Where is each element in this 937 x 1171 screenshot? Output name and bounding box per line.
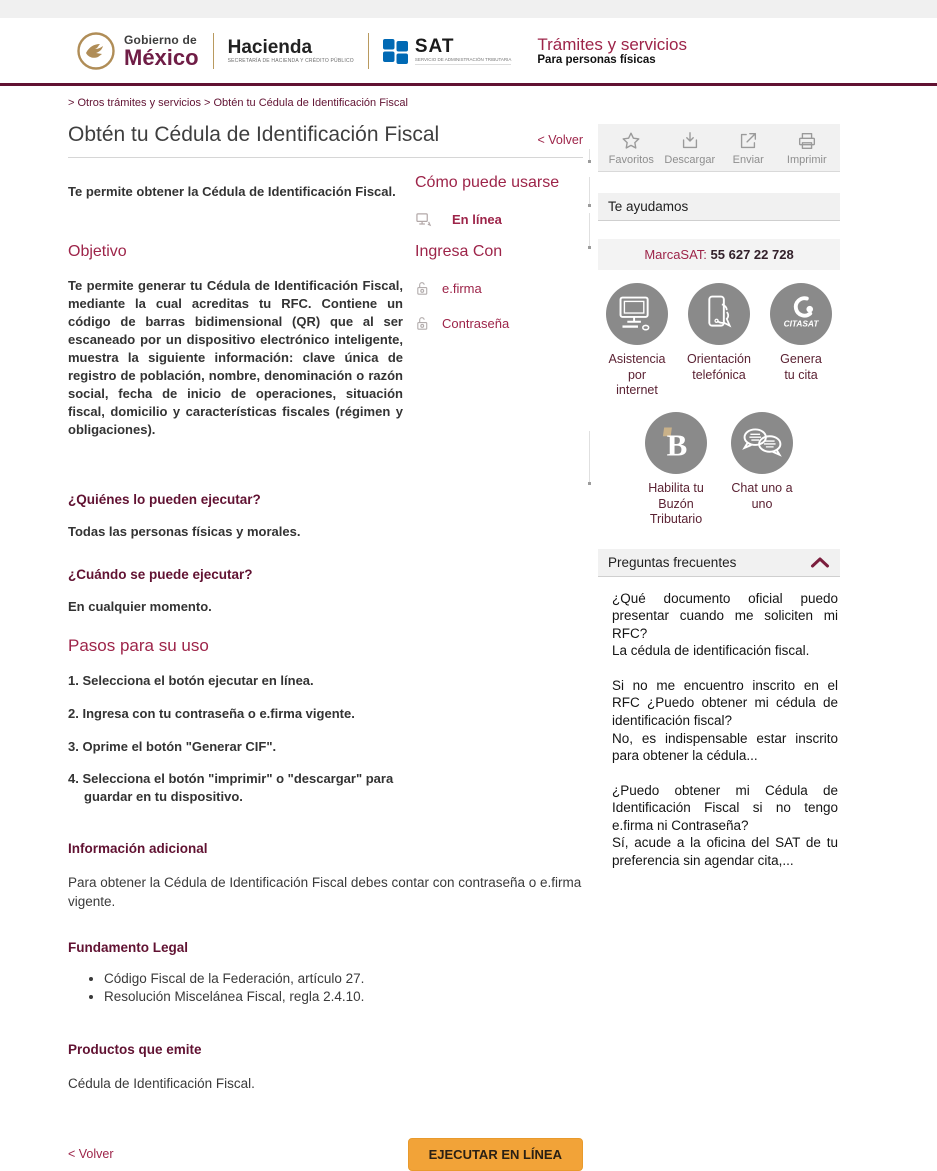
site-header [0,18,937,83]
steps-list [68,672,583,805]
asistencia-label-line2: internet [616,383,658,398]
lock-open-icon [415,281,430,296]
buzon-tributario-item[interactable] [637,412,715,528]
pasos-heading: Pasos para su uso [68,636,209,656]
fundamento-item: • Resolución Miscelánea Fiscal, regla 2.4.10. [104,989,583,1004]
efirma-item[interactable] [415,281,583,296]
gobierno-line1: Gobierno de [124,32,197,47]
faq-question: ¿Puedo obtener mi Cédula de Identificación Fiscal si no tengo e.firma ni Contraseña? [612,782,838,833]
quienes-heading: ¿Quiénes lo pueden ejecutar? [68,492,261,508]
faq-question: ¿Qué documento oficial puedo presentar cuando me soliciten mi RFC? [612,590,838,641]
step-item: 3. Oprime el botón "Generar CIF". [68,738,277,754]
gold-divider [368,33,369,69]
orientacion-label-line2: telefónica [692,367,746,382]
sat-squares-icon [383,39,410,64]
fundamento-list [68,971,583,1004]
cuando-heading: ¿Cuándo se puede ejecutar? [68,567,253,583]
contrasena-link[interactable]: Contraseña [442,316,510,331]
download-icon [679,130,701,152]
tagline-main: Trámites y servicios [537,34,687,54]
marcasat-label: MarcaSAT: [644,247,707,262]
buzon-tributario-icon [645,412,707,474]
header-rule [0,83,937,86]
faq-item [612,677,838,765]
buzon-label-line1: Habilita tu [648,480,704,495]
objetivo-heading: Objetivo [68,243,127,260]
cuando-text: En cualquier momento. [68,599,212,615]
chat-label-line1: Chat uno a [731,480,793,495]
gobierno-line2: México [124,44,199,70]
intro-text: Te permite obtener la Cédula de Identificación Fiscal. [68,184,396,199]
site-tagline [537,35,687,68]
citasat-icon [770,283,832,345]
svg-text:B: B [666,427,688,463]
enviar-label: Enviar [732,154,764,166]
step-item: 4. Selecciona el botón "imprimir" o "descargar" para guardar en tu dispositivo. [68,771,394,804]
genera-tu-cita-item[interactable] [762,283,840,399]
contrasena-item[interactable] [415,316,583,331]
mini-scrollbar[interactable] [589,177,590,207]
sidebar [598,115,840,1171]
enviar-button[interactable] [719,130,778,166]
ejecutar-en-linea-button[interactable]: EJECUTAR EN LÍNEA [408,1138,583,1171]
chevron-up-icon [810,556,830,568]
en-linea-link[interactable]: En línea [452,212,502,227]
action-bar [598,124,840,172]
marcasat-banner[interactable] [598,239,840,270]
como-puede-usarse-heading: Cómo puede usarse [415,174,560,191]
en-linea-item[interactable] [415,212,583,227]
fundamento-legal-heading: Fundamento Legal [68,939,189,955]
preguntas-frecuentes-header[interactable] [598,549,840,577]
fundamento-item: • Código Fiscal de la Federación, artículo 27. [104,971,583,986]
gobierno-wordmark [124,34,199,69]
asistencia-internet-item[interactable] [598,283,676,399]
sat-subtitle: SERVICIO DE ADMINISTRACIÓN TRIBUTARIA [415,58,512,65]
back-link-bottom[interactable]: < Volver [68,1147,114,1162]
productos-heading: Productos que emite [68,1041,202,1057]
faq-item [612,590,838,660]
page-title: Obtén tu Cédula de Identificación Fiscal [68,123,440,146]
descargar-label: Descargar [664,154,716,166]
phone-hand-icon [688,283,750,345]
te-ayudamos-label: Te ayudamos [608,199,689,214]
send-icon [737,130,759,152]
printer-icon [796,130,818,152]
te-ayudamos-bar [598,193,840,221]
faq-answer: Sí, acude a la oficina del SAT de tu preferencia sin agendar cita,... [612,835,838,868]
breadcrumb[interactable]: > Otros trámites y servicios > Obtén tu Cédula de Identificación Fiscal [68,97,408,109]
faq-title: Preguntas frecuentes [608,554,737,570]
sat-wordmark: SAT [414,36,455,58]
mini-scrollbar[interactable] [589,213,590,249]
step-item: 2. Ingresa con tu contraseña o e.firma vigente. [68,705,355,721]
mini-scrollbar[interactable] [589,149,590,163]
imprimir-button[interactable] [778,130,837,166]
hacienda-wordmark: Hacienda [227,37,313,58]
monitor-icon [606,283,668,345]
faq-question: Si no me encuentro inscrito en el RFC ¿Puedo obtener mi cédula de identificación fiscal? [612,677,838,729]
main-column [68,115,583,1171]
favoritos-label: Favoritos [608,154,654,166]
faq-list [598,577,840,870]
imprimir-label: Imprimir [786,154,827,166]
lock-open-icon [415,316,430,331]
gold-divider [213,33,214,69]
marcasat-number: 55 627 22 728 [710,247,794,262]
productos-text: Cédula de Identificación Fiscal. [68,1075,255,1091]
faq-answer: La cédula de identificación fiscal. [612,643,810,659]
step-item: 1. Selecciona el botón ejecutar en línea. [68,673,314,689]
quienes-text: Todas las personas físicas y morales. [68,524,301,540]
buzon-label-line2: Buzón Tributario [649,496,703,527]
gobierno-de-mexico-logo[interactable] [76,31,199,71]
usage-column [415,158,583,438]
back-link-top[interactable]: < Volver [537,133,583,147]
chat-bubbles-icon [731,412,793,474]
tagline-sub: Para personas físicas [537,54,656,67]
chat-label-line2: uno [751,496,773,511]
eagle-emblem-icon [76,31,116,71]
favoritos-button[interactable] [602,130,661,166]
efirma-link[interactable]: e.firma [442,281,482,296]
chat-uno-a-uno-item[interactable] [723,412,801,528]
top-strip [0,0,937,18]
cita-label-line1: Genera [780,352,822,366]
orientacion-telefonica-item[interactable] [680,283,758,399]
asistencia-label-line1: Asistencia por [608,352,666,382]
faq-item [612,782,838,870]
objetivo-text: Te permite generar tu Cédula de Identificación Fiscal, mediante la cual acreditas tu RFC. Contiene un código de barras bidimensional (QR) que al ser escaneado por un dispositivo electrónico inteligente, muestra la siguiente información: clave única de registro de población, nombre, denominación o razón social, fecha de inicio de operaciones, situación fiscal, domicilio y características fiscales (régimen y obligaciones). [68,278,403,437]
sat-logo[interactable] [383,37,512,65]
info-adicional-heading: Información adicional [68,841,208,857]
mini-scrollbar[interactable] [589,431,590,485]
ingresa-con-heading: Ingresa Con [415,243,503,260]
content-container [0,97,840,1171]
citasat-text: CITASAT [783,318,819,329]
hacienda-subtitle: SECRETARÍA DE HACIENDA Y CRÉDITO PÚBLICO [227,58,354,64]
descargar-button[interactable] [661,130,720,166]
computer-icon [415,212,432,227]
cita-label-line2: tu cita [784,367,818,382]
info-adicional-text: Para obtener la Cédula de Identificación Fiscal debes contar con contraseña o e.firma vigente. [68,875,582,910]
hacienda-logo[interactable] [228,38,354,64]
faq-answer: No, es indispensable estar inscrito para obtener la cédula... [612,730,838,764]
orientacion-label-line1: Orientación [687,352,751,366]
star-icon [620,130,642,152]
